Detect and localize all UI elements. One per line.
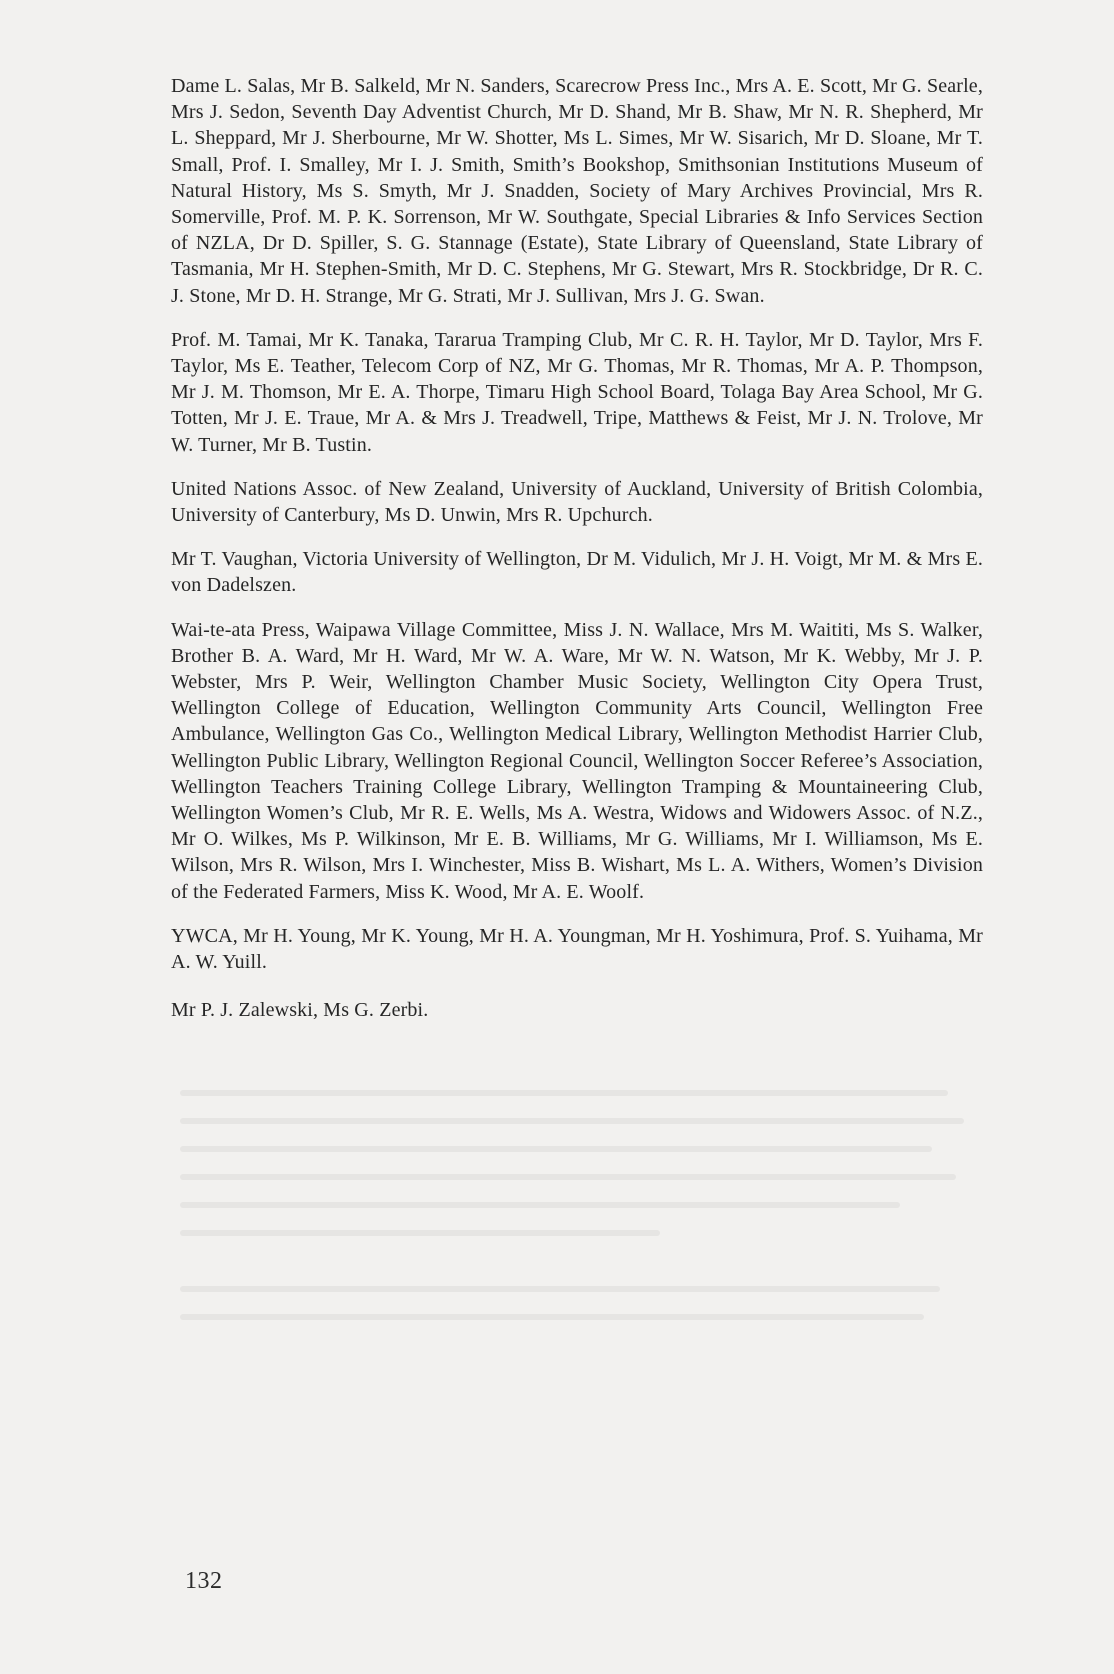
paragraph-s: Dame L. Salas, Mr B. Salkeld, Mr N. Sanders, Scarecrow Press Inc., Mrs A. E. Scott, Mr G. Searle, Mrs J. Sedon, Seventh Day Adventist Church, Mr D. Shand, Mr B. Shaw, Mr N. R. Shepherd, Mr L. Sheppard, Mr J. Sherbourne, Mr W. Shotter, Ms L. Simes, Mr W. Sisarich, Mr D. Sloane, Mr T. Small, Prof. I. Smalley, Mr I. J. Smith, Smith’s Bookshop, Smithsonian Institutions Museum of Natural History, Ms S. Smyth, Mr J. Snadden, Society of Mary Archives Provincial, Mrs R. Somerville, Prof. M. P. K. Sorrenson, Mr W. Southgate, Special Libraries & Info Services Section of NZLA, Dr D. Spiller, S. G. Stannage (Estate), State Library of Queensland, State Library of Tasmania, Mr H. Stephen-Smith, Mr D. C. Stephens, Mr G. Stewart, Mrs R. Stockbridge, Dr R. C. J. Stone, Mr D. H. Strange, Mr G. Strati, Mr J. Sullivan, Mrs J. G. Swan. <box>171 75 983 307</box>
paragraph-v: Mr T. Vaughan, Victoria University of Wellington, Dr M. Vidulich, Mr J. H. Voigt, Mr M. & Mrs E. von Dadelszen. <box>171 548 983 597</box>
paragraph-z: Mr P. J. Zalewski, Ms G. Zerbi. <box>171 999 429 1022</box>
paragraph-y: YWCA, Mr H. Young, Mr K. Young, Mr H. A. Youngman, Mr H. Yoshimura, Prof. S. Yuihama, Mr A. W. Yuill. <box>171 924 983 974</box>
page-number: 132 <box>185 1568 223 1594</box>
paragraph-t: Prof. M. Tamai, Mr K. Tanaka, Tararua Tramping Club, Mr C. R. H. Taylor, Mr D. Taylor, Mrs F. Taylor, Ms E. Teather, Telecom Corp of NZ, Mr G. Thomas, Mr R. Thomas, Mr A. P. Thompson, Mr J. M. Thomson, Mr E. A. Thorpe, Timaru High School Board, Tolaga Bay Area School, Mr G. Totten, Mr J. E. Traue, Mr A. & Mrs J. Treadwell, Tripe, Matthews & Feist, Mr J. N. Trolove, Mr W. Turner, Mr B. Tustin. <box>171 328 983 456</box>
paragraph-w: Wai-te-ata Press, Waipawa Village Committee, Miss J. N. Wallace, Mrs M. Waititi, Ms S. Walker, Brother B. A. Ward, Mr H. Ward, Mr W. A. Ware, Mr W. N. Watson, Mr K. Webby, Mr J. P. Webster, Mrs P. Weir, Wellington Chamber Music Society, Wellington City Opera Trust, Wellington College of Education, Wellington Community Arts Council, Wellington Free Ambulance, Wellington Gas Co., Wellington Medical Library, Wellington Methodist Harrier Club, Wellington Public Library, Wellington Regional Council, Wellington Soccer Referee’s Association, Wellington Teachers Training College Library, Wellington Tramping & Mountaineering Club, Wellington Women’s Club, Mr R. E. Wells, Ms A. Westra, Widows and Widowers Assoc. of N.Z., Mr O. Wilkes, Ms P. Wilkinson, Mr E. B. Williams, Mr G. Williams, Mr I. Williamson, Ms E. Wilson, Mrs R. Wilson, Mrs I. Winchester, Miss B. Wishart, Ms L. A. Withers, Women’s Division of the Federated Farmers, Miss K. Wood, Mr A. E. Woolf. <box>171 618 983 903</box>
paragraph-u: United Nations Assoc. of New Zealand, University of Auckland, University of British Colombia, University of Canterbury, Ms D. Unwin, Mrs R. Upchurch. <box>171 477 983 527</box>
acknowledgements-list <box>171 73 983 1042</box>
show-through-background <box>180 1090 980 1490</box>
